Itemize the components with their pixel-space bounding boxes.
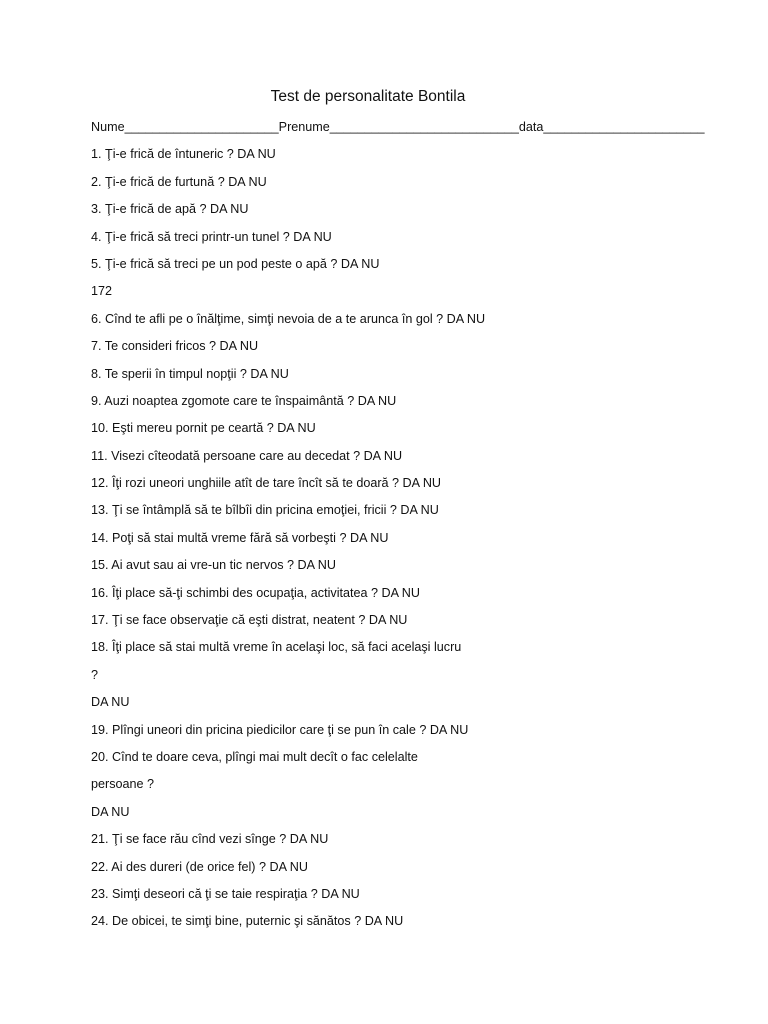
question-line: 11. Visezi cîteodată persoane care au decedat ? DA NU: [91, 448, 403, 463]
question-line: 3. Ţi-e frică de apă ? DA NU: [91, 202, 249, 217]
question-continuation-line: ?: [91, 667, 99, 682]
question-line: 12. Îţi rozi uneori unghiile atît de tare încît să te doară ? DA NU: [91, 476, 442, 491]
question-line: 23. Simţi deseori că ţi se taie respiraţia ? DA NU: [91, 886, 360, 901]
question-line: 17. Ţi se face observaţie că eşti distrat, neatent ? DA NU: [91, 613, 408, 628]
question-line: 18. Îţi place să stai multă vreme în acelaşi loc, să faci acelaşi lucru: [91, 640, 462, 655]
answer-options-line: DA NU: [91, 695, 130, 710]
question-line: 13. Ţi se întâmplă să te bîlbîi din pricina emoţiei, fricii ? DA NU: [91, 503, 439, 518]
question-line: 1. Ţi-e frică de întuneric ? DA NU: [91, 147, 276, 162]
question-line: 9. Auzi noaptea zgomote care te înspaimântă ? DA NU: [91, 393, 397, 408]
question-line: 7. Te consideri fricos ? DA NU: [91, 339, 259, 354]
name-fields-line: Nume______________________Prenume___________________________data_______________________: [91, 120, 705, 134]
question-line: 19. Plîngi uneori din pricina piedicilor care ţi se pun în cale ? DA NU: [91, 722, 469, 737]
question-line: 22. Ai des dureri (de orice fel) ? DA NU: [91, 859, 308, 874]
question-line: 4. Ţi-e frică să treci printr-un tunel ? DA NU: [91, 229, 332, 244]
question-line: 5. Ţi-e frică să treci pe un pod peste o apă ? DA NU: [91, 256, 380, 271]
question-line: 10. Eşti mereu pornit pe ceartă ? DA NU: [91, 421, 316, 436]
question-line: 16. Îţi place să-ţi schimbi des ocupaţia, activitatea ? DA NU: [91, 585, 420, 600]
page-number-line: 172: [91, 284, 113, 299]
document-title: Test de personalitate Bontila: [270, 88, 466, 105]
question-continuation-line: persoane ?: [91, 777, 155, 792]
question-line: 21. Ţi se face rău cînd vezi sînge ? DA NU: [91, 832, 329, 847]
question-line: 8. Te sperii în timpul nopţii ? DA NU: [91, 366, 289, 381]
question-line: 24. De obicei, te simţi bine, puternic şi sănătos ? DA NU: [91, 914, 404, 929]
question-line: 20. Cînd te doare ceva, plîngi mai mult decît o fac celelalte: [91, 749, 418, 764]
question-line: 15. Ai avut sau ai vre-un tic nervos ? DA NU: [91, 558, 336, 573]
question-line: 2. Ţi-e frică de furtună ? DA NU: [91, 174, 267, 189]
question-list: [91, 118, 731, 940]
question-line: 6. Cînd te afli pe o înălţime, simţi nevoia de a te arunca în gol ? DA NU: [91, 311, 486, 326]
answer-options-line: DA NU: [91, 804, 130, 819]
question-line: 14. Poţi să stai multă vreme fără să vorbeşti ? DA NU: [91, 530, 389, 545]
